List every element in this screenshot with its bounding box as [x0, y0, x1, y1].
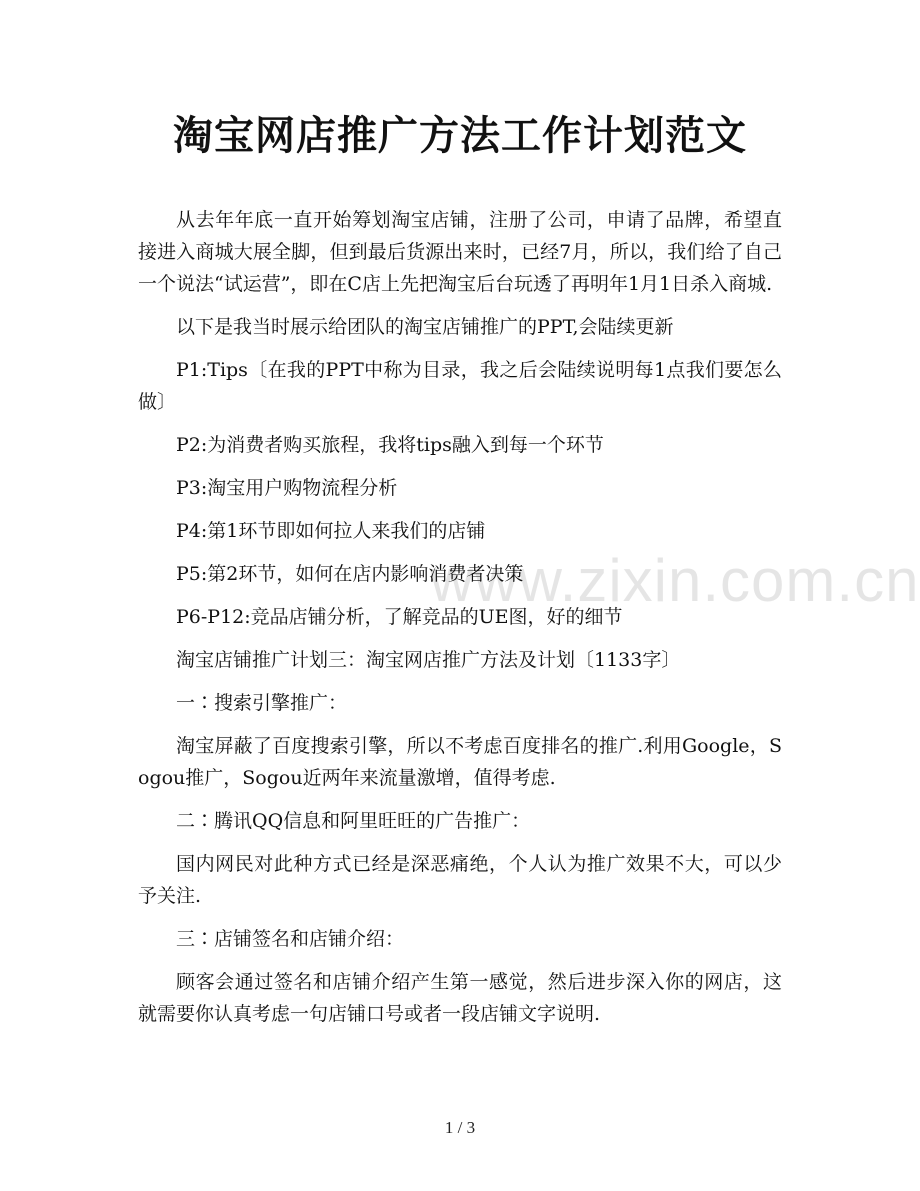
- paragraph: 从去年年底一直开始筹划淘宝店铺，注册了公司，申请了品牌，希望直接进入商城大展全脚，但到最后货源出来时，已经7月，所以，我们给了自己一个说法“试运营”，即在C店上先把淘宝后台玩透了再明年1月1日杀入商城.: [138, 209, 782, 295]
- section-heading: 二∶腾讯QQ信息和阿里旺旺的广告推广：: [176, 810, 531, 832]
- section-heading: 一∶搜索引擎推广：: [176, 692, 348, 714]
- paragraph: 淘宝店铺推广计划三：淘宝网店推广方法及计划〔1133字〕: [176, 649, 681, 671]
- document-title: 淘宝网店推广方法工作计划范文: [173, 112, 747, 159]
- paragraph: P5:第2环节，如何在店内影响消费者决策: [176, 563, 524, 585]
- paragraph: P6-P12:竞品店铺分析，了解竞品的UE图，好的细节: [176, 606, 623, 628]
- document-body: [138, 204, 782, 1041]
- paragraph: 顾客会通过签名和店铺介绍产生第一感觉，然后进步深入你的网店，这就需要你认真考虑一句店铺口号或者一段店铺文字说明.: [138, 971, 782, 1025]
- paragraph: 国内网民对此种方式已经是深恶痛绝，个人认为推广效果不大，可以少予关注.: [138, 853, 782, 907]
- section-heading: 三∶店铺签名和店铺介绍：: [176, 928, 405, 950]
- watermark: www.zixin.com.cn: [430, 547, 920, 614]
- paragraph: P1:Tips〔在我的PPT中称为目录，我之后会陆续说明每1点我们要怎么做〕: [138, 359, 782, 413]
- paragraph: 淘宝屏蔽了百度搜索引擎，所以不考虑百度排名的推广.利用Google，Sogou推广，Sogou近两年来流量激增，值得考虑.: [138, 735, 782, 789]
- paragraph: 以下是我当时展示给团队的淘宝店铺推广的PPT,会陆续更新: [176, 316, 674, 338]
- paragraph: P4:第1环节即如何拉人来我们的店铺: [176, 520, 486, 542]
- paragraph: P2:为消费者购买旅程，我将tips融入到每一个环节: [176, 434, 604, 456]
- paragraph: P3:淘宝用户购物流程分析: [176, 477, 398, 499]
- page-number: 1 / 3: [444, 1118, 476, 1137]
